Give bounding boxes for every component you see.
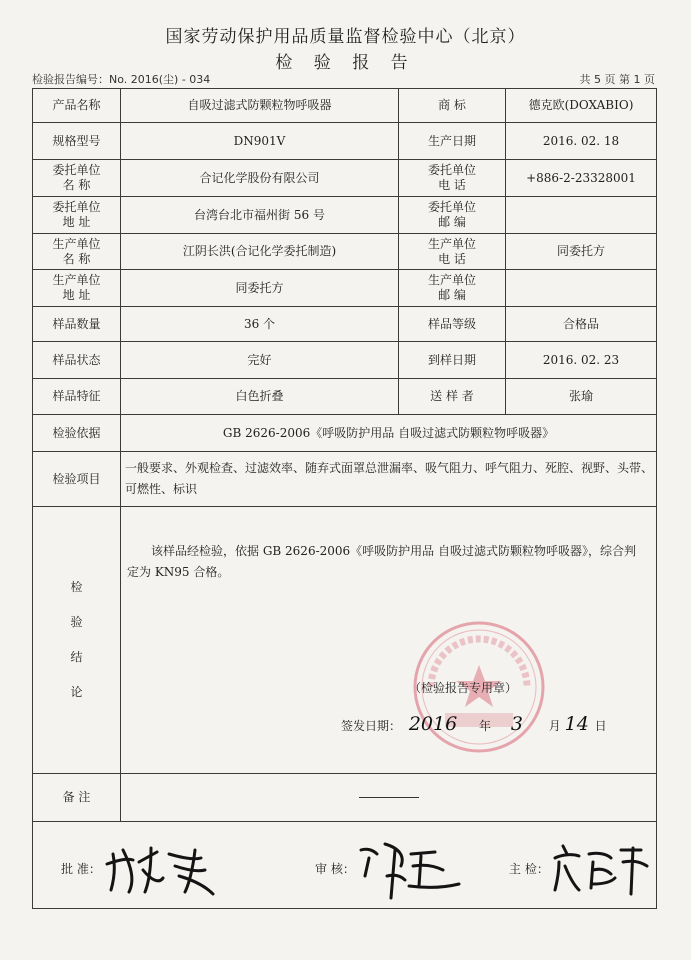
qty-value: 36 个 <box>121 307 399 342</box>
basis-value: GB 2626-2006《呼吸防护用品 自吸过滤式防颗粒物呼吸器》 <box>121 415 657 452</box>
conclusion-label-char: 检 <box>70 580 83 594</box>
table-row <box>33 342 657 379</box>
conclusion-label-char: 结 <box>70 650 83 664</box>
client-name-value: 合记化学股份有限公司 <box>121 160 399 197</box>
maker-name-value: 江阴长洪(合记化学委托制造) <box>121 234 399 270</box>
grade-value: 合格品 <box>506 307 657 342</box>
signature-row <box>33 822 657 909</box>
maker-zip-label: 生产单位 邮 编 <box>399 270 506 307</box>
table-row <box>33 307 657 342</box>
table-row <box>33 452 657 507</box>
signature-cell <box>33 822 657 909</box>
approver-label: 批 准： <box>61 862 101 876</box>
day-char: 日 <box>594 719 607 733</box>
conclusion-label <box>33 507 121 774</box>
prod-date-label: 生产日期 <box>399 123 506 160</box>
feature-label: 样品特征 <box>33 379 121 415</box>
conclusion-label-char: 验 <box>70 615 83 629</box>
arrive-label: 到样日期 <box>399 342 506 379</box>
reviewer-label: 审 核： <box>315 862 355 876</box>
issue-month: 3 <box>510 713 523 735</box>
trademark-label: 商 标 <box>399 89 506 123</box>
maker-name-label: 生产单位 名 称 <box>33 234 121 270</box>
table-row <box>33 379 657 415</box>
table-row <box>33 160 657 197</box>
table-row <box>33 234 657 270</box>
seal-note: （检验报告专用章） <box>409 681 518 695</box>
basis-label: 检验依据 <box>33 415 121 452</box>
items-label: 检验项目 <box>33 452 121 507</box>
maker-phone-value: 同委托方 <box>506 234 657 270</box>
chief-inspector-signature <box>549 840 653 896</box>
client-phone-value: +886-2-23328001 <box>506 160 657 197</box>
prod-date-value: 2016. 02. 18 <box>506 123 657 160</box>
client-addr-label: 委托单位 地 址 <box>33 197 121 234</box>
issue-date-label: 签发日期： <box>341 719 402 733</box>
grade-label: 样品等级 <box>399 307 506 342</box>
table-row <box>33 270 657 307</box>
table-row <box>33 415 657 452</box>
table-row <box>33 197 657 234</box>
maker-addr-value: 同委托方 <box>121 270 399 307</box>
org-title: 国家劳动保护用品质量监督检验中心（北京） <box>165 27 526 47</box>
table-row <box>33 123 657 160</box>
report-table <box>32 88 657 909</box>
page-count: 共 5 页 第 1 页 <box>579 73 655 86</box>
remarks-label: 备 注 <box>33 774 121 822</box>
table-row <box>33 89 657 123</box>
qty-label: 样品数量 <box>33 307 121 342</box>
issue-date <box>341 713 607 737</box>
sender-value: 张瑜 <box>506 379 657 415</box>
report-title: 检 验 报 告 <box>275 53 416 73</box>
product-name-value: 自吸过滤式防颗粒物呼吸器 <box>121 89 399 123</box>
client-zip-value <box>506 197 657 234</box>
reviewer-signature <box>355 836 465 900</box>
client-phone-label: 委托单位 电 话 <box>399 160 506 197</box>
conclusion-cell <box>121 507 657 774</box>
maker-phone-label: 生产单位 电 话 <box>399 234 506 270</box>
maker-addr-label: 生产单位 地 址 <box>33 270 121 307</box>
sender-label: 送 样 者 <box>399 379 506 415</box>
state-value: 完好 <box>121 342 399 379</box>
trademark-value: 德克欧(DOXABIO) <box>506 89 657 123</box>
client-addr-value: 台湾台北市福州街 56 号 <box>121 197 399 234</box>
items-value: 一般要求、外观检查、过滤效率、随弃式面罩总泄漏率、吸气阻力、呼气阻力、死腔、视野、头带、可燃性、标识 <box>121 452 657 507</box>
year-char: 年 <box>479 719 492 733</box>
month-char: 月 <box>548 719 561 733</box>
report-number-label: 检验报告编号： <box>32 73 109 86</box>
remarks-value <box>121 774 657 822</box>
remarks-dash <box>359 797 419 798</box>
issue-day: 14 <box>564 713 589 735</box>
product-name-label: 产品名称 <box>33 89 121 123</box>
conclusion-row <box>33 507 657 774</box>
client-name-label: 委托单位 名 称 <box>33 160 121 197</box>
client-zip-label: 委托单位 邮 编 <box>399 197 506 234</box>
report-number <box>32 71 210 87</box>
model-value: DN901V <box>121 123 399 160</box>
model-label: 规格型号 <box>33 123 121 160</box>
approver-signature <box>105 840 245 898</box>
maker-zip-value <box>506 270 657 307</box>
state-label: 样品状态 <box>33 342 121 379</box>
feature-value: 白色折叠 <box>121 379 399 415</box>
conclusion-text: 该样品经检验，依据 GB 2626-2006《呼吸防护用品 自吸过滤式防颗粒物呼吸器》，综合判定为 KN95 合格。 <box>127 544 636 579</box>
conclusion-label-char: 论 <box>70 685 83 699</box>
arrive-value: 2016. 02. 23 <box>506 342 657 379</box>
report-number-value: No. 2016(尘) - 034 <box>109 73 211 86</box>
chief-label: 主 检： <box>509 862 549 876</box>
remarks-row <box>33 774 657 822</box>
issue-year: 2016 <box>408 713 458 735</box>
